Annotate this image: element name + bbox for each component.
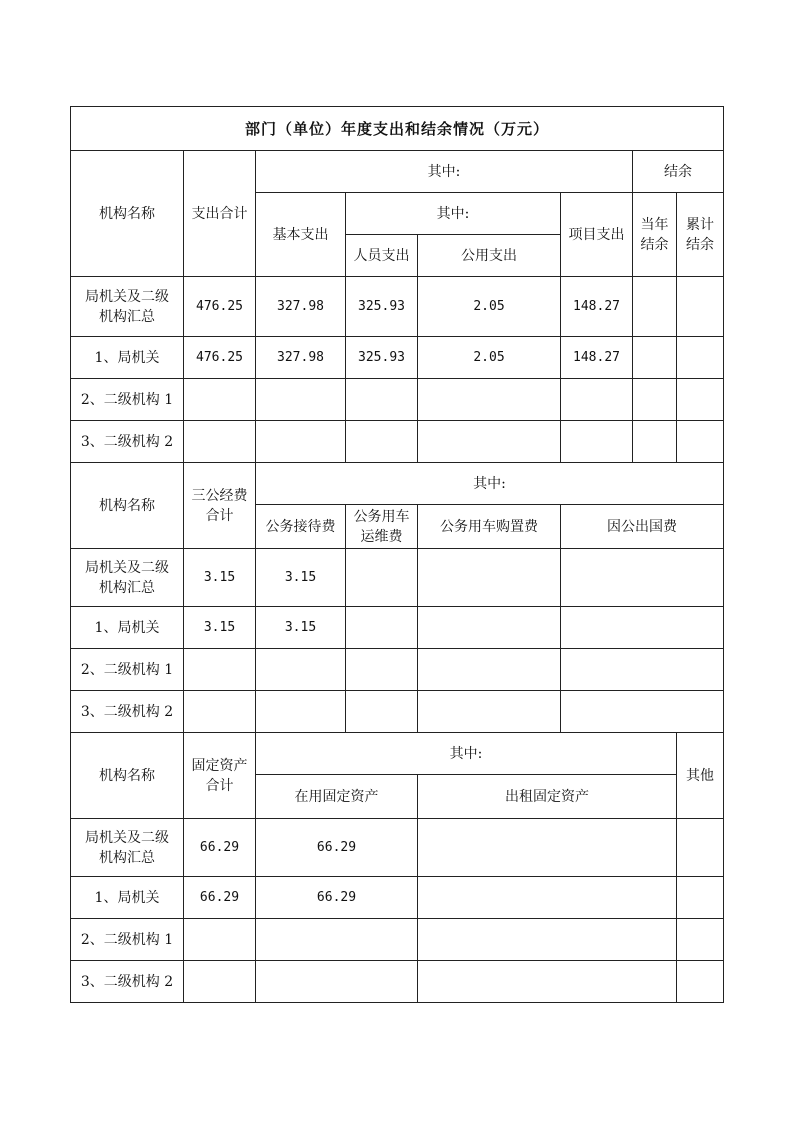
s2-header-name: 机构名称 (71, 463, 184, 549)
table-row (71, 607, 724, 649)
s3-row-rented (418, 919, 677, 961)
s3-header-other: 其他 (677, 733, 724, 819)
s1-header-public: 公用支出 (418, 235, 561, 277)
s2-row-total (184, 649, 256, 691)
table-row (71, 379, 724, 421)
s1-row-personnel: 325.93 (346, 337, 418, 379)
s3-row-total (184, 961, 256, 1003)
expenditure-table (70, 106, 724, 1003)
s3-row-other (677, 819, 724, 877)
table-row (71, 819, 724, 877)
s1-row-personnel: 325.93 (346, 277, 418, 337)
s2-row-vehicle-operation (346, 649, 418, 691)
s1-row-name: 3、二级机构 2 (71, 421, 184, 463)
s1-header-of-which: 其中: (256, 151, 633, 193)
s3-row-rented (418, 961, 677, 1003)
s1-row-project: 148.27 (561, 277, 633, 337)
s1-row-basic (256, 379, 346, 421)
s1-row-name: 1、局机关 (71, 337, 184, 379)
s2-row-total (184, 691, 256, 733)
s3-header-total: 固定资产 合计 (184, 733, 256, 819)
table-row (71, 961, 724, 1003)
table-row (71, 421, 724, 463)
s1-row-current-balance (633, 277, 677, 337)
s1-row-total: 476.25 (184, 337, 256, 379)
s1-row-public (418, 421, 561, 463)
s1-header-balance: 结余 (633, 151, 724, 193)
s1-row-personnel (346, 421, 418, 463)
s3-row-in-use: 66.29 (256, 877, 418, 919)
s3-row-in-use (256, 919, 418, 961)
s3-row-name: 1、局机关 (71, 877, 184, 919)
s3-row-other (677, 961, 724, 1003)
s3-row-name: 局机关及二级 机构汇总 (71, 819, 184, 877)
s3-row-other (677, 919, 724, 961)
s1-header-basic-of-which: 其中: (346, 193, 561, 235)
s2-header-of-which: 其中: (256, 463, 724, 505)
s1-row-current-balance (633, 421, 677, 463)
s2-row-vehicle-purchase (418, 691, 561, 733)
s3-row-name: 2、二级机构 1 (71, 919, 184, 961)
table-row (71, 549, 724, 607)
s2-row-name: 2、二级机构 1 (71, 649, 184, 691)
table-row (71, 277, 724, 337)
s3-header-rented: 出租固定资产 (418, 775, 677, 819)
s1-row-public: 2.05 (418, 337, 561, 379)
s3-row-in-use (256, 961, 418, 1003)
s1-header-basic: 基本支出 (256, 193, 346, 277)
s2-row-abroad (561, 649, 724, 691)
s1-row-public: 2.05 (418, 277, 561, 337)
s2-header-reception: 公务接待费 (256, 505, 346, 549)
s1-header-project: 项目支出 (561, 193, 633, 277)
s2-row-vehicle-purchase (418, 649, 561, 691)
s1-row-current-balance (633, 337, 677, 379)
table-row (71, 691, 724, 733)
s3-row-other (677, 877, 724, 919)
s1-row-project: 148.27 (561, 337, 633, 379)
s3-row-rented (418, 877, 677, 919)
s2-row-vehicle-operation (346, 549, 418, 607)
s1-row-project (561, 379, 633, 421)
s2-row-name: 1、局机关 (71, 607, 184, 649)
s1-row-public (418, 379, 561, 421)
s1-row-basic: 327.98 (256, 277, 346, 337)
s2-header-total: 三公经费 合计 (184, 463, 256, 549)
s3-row-total (184, 919, 256, 961)
s1-row-project (561, 421, 633, 463)
s2-row-vehicle-operation (346, 607, 418, 649)
table-row (71, 919, 724, 961)
s3-row-in-use: 66.29 (256, 819, 418, 877)
s3-header-name: 机构名称 (71, 733, 184, 819)
s2-row-reception (256, 691, 346, 733)
s1-header-name: 机构名称 (71, 151, 184, 277)
s1-header-total: 支出合计 (184, 151, 256, 277)
s1-row-basic: 327.98 (256, 337, 346, 379)
table-row (71, 337, 724, 379)
s1-header-cumulative-balance: 累计 结余 (677, 193, 724, 277)
s2-row-vehicle-operation (346, 691, 418, 733)
s2-header-abroad: 因公出国费 (561, 505, 724, 549)
s2-row-abroad (561, 549, 724, 607)
s2-row-name: 3、二级机构 2 (71, 691, 184, 733)
s1-row-personnel (346, 379, 418, 421)
s2-row-reception (256, 649, 346, 691)
s1-row-cumulative-balance (677, 337, 724, 379)
s2-row-vehicle-purchase (418, 607, 561, 649)
s2-row-total: 3.15 (184, 549, 256, 607)
s2-header-vehicle-purchase: 公务用车购置费 (418, 505, 561, 549)
s1-row-name: 局机关及二级 机构汇总 (71, 277, 184, 337)
table-title: 部门（单位）年度支出和结余情况（万元） (71, 107, 724, 151)
s3-row-total: 66.29 (184, 877, 256, 919)
s2-row-vehicle-purchase (418, 549, 561, 607)
s1-row-total (184, 379, 256, 421)
s1-row-current-balance (633, 379, 677, 421)
s2-header-vehicle-operation: 公务用车 运维费 (346, 505, 418, 549)
s2-row-total: 3.15 (184, 607, 256, 649)
s1-row-cumulative-balance (677, 421, 724, 463)
s1-row-cumulative-balance (677, 277, 724, 337)
s1-header-current-balance: 当年 结余 (633, 193, 677, 277)
table-row (71, 649, 724, 691)
s1-row-cumulative-balance (677, 379, 724, 421)
table-row (71, 877, 724, 919)
s2-row-name: 局机关及二级 机构汇总 (71, 549, 184, 607)
s3-row-total: 66.29 (184, 819, 256, 877)
s2-row-reception: 3.15 (256, 607, 346, 649)
s3-row-rented (418, 819, 677, 877)
s2-row-reception: 3.15 (256, 549, 346, 607)
s3-row-name: 3、二级机构 2 (71, 961, 184, 1003)
s1-row-name: 2、二级机构 1 (71, 379, 184, 421)
s1-row-total (184, 421, 256, 463)
s1-row-basic (256, 421, 346, 463)
s2-row-abroad (561, 607, 724, 649)
s1-header-personnel: 人员支出 (346, 235, 418, 277)
s1-row-total: 476.25 (184, 277, 256, 337)
s2-row-abroad (561, 691, 724, 733)
s3-header-of-which: 其中: (256, 733, 677, 775)
s3-header-in-use: 在用固定资产 (256, 775, 418, 819)
